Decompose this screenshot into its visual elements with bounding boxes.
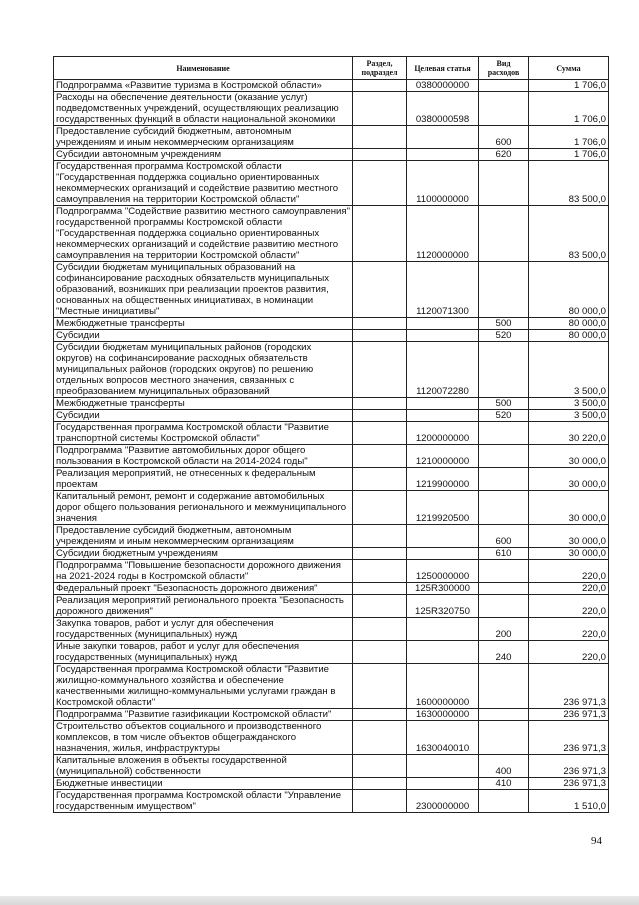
row-name: Федеральный проект "Безопасность дорожного движения" [54,583,353,595]
row-section [353,664,407,709]
table-row [54,709,609,721]
row-name: Расходы на обеспечение деятельности (оказание услуг) подведомственных учреждений, осуществляющих реализацию государственных функций в области национальной экономики [54,92,353,126]
row-amount: 83 500,0 [529,206,609,262]
row-target [407,548,479,560]
row-amount: 30 000,0 [529,445,609,468]
table-row [54,342,609,398]
table-row [54,149,609,161]
row-target: 1219920500 [407,491,479,525]
row-kind [479,422,529,445]
row-amount: 1 706,0 [529,92,609,126]
row-target [407,330,479,342]
header-kind: Вид расходов [479,57,529,80]
row-kind: 520 [479,410,529,422]
row-kind: 400 [479,755,529,778]
row-target: 1210000000 [407,445,479,468]
row-target: 1630040010 [407,721,479,755]
row-name: Субсидии [54,410,353,422]
row-section [353,790,407,813]
row-amount: 3 500,0 [529,398,609,410]
row-target [407,525,479,548]
table-row [54,80,609,92]
row-target: 1100000000 [407,161,479,206]
row-name: Предоставление субсидий бюджетным, автономным учреждениям и иным некоммерческим организациям [54,525,353,548]
row-target: 0380000598 [407,92,479,126]
row-amount: 83 500,0 [529,161,609,206]
row-kind: 200 [479,618,529,641]
row-section [353,618,407,641]
budget-table [53,56,609,813]
row-kind [479,206,529,262]
row-kind: 410 [479,778,529,790]
row-name: Субсидии [54,330,353,342]
table-row [54,778,609,790]
row-name: Реализация мероприятий регионального проекта "Безопасность дорожного движения" [54,595,353,618]
page-number: 94 [591,835,602,847]
header-amount: Сумма [529,57,609,80]
row-kind [479,262,529,318]
row-target: 1250000000 [407,560,479,583]
row-kind: 520 [479,330,529,342]
row-section [353,778,407,790]
row-amount: 30 000,0 [529,491,609,525]
row-kind [479,721,529,755]
row-amount: 30 220,0 [529,422,609,445]
row-name: Капитальный ремонт, ремонт и содержание автомобильных дорог общего пользования регионального и межмуниципального значения [54,491,353,525]
row-section [353,206,407,262]
table-row [54,525,609,548]
row-name: Государственная программа Костромской области "Государственная поддержка социально ориентированных некоммерческих организаций и содействие развитию местного самоуправления на территории Костромской области" [54,161,353,206]
row-target [407,618,479,641]
table-row [54,318,609,330]
table-row [54,595,609,618]
row-amount: 80 000,0 [529,318,609,330]
row-kind [479,595,529,618]
row-section [353,330,407,342]
row-section [353,318,407,330]
row-amount: 220,0 [529,583,609,595]
row-section [353,709,407,721]
row-amount: 220,0 [529,641,609,664]
row-amount: 220,0 [529,618,609,641]
row-name: Межбюджетные трансферты [54,318,353,330]
row-amount: 236 971,3 [529,721,609,755]
row-amount: 80 000,0 [529,262,609,318]
row-amount: 1 706,0 [529,149,609,161]
row-target: 1219900000 [407,468,479,491]
row-name: Подпрограмма «Развитие туризма в Костромской области» [54,80,353,92]
row-amount: 1 706,0 [529,80,609,92]
row-kind [479,491,529,525]
table-row [54,398,609,410]
row-name: Субсидии бюджетам муниципальных образований на софинансирование расходных обязательств муниципальных образований, возникших при реализации проектов развития, основанных на общественных инициативах, в номинации "Местные инициативы" [54,262,353,318]
table-row [54,468,609,491]
row-section [353,410,407,422]
row-amount: 30 000,0 [529,548,609,560]
row-name: Капитальные вложения в объекты государственной (муниципальной) собственности [54,755,353,778]
row-amount: 30 000,0 [529,525,609,548]
row-target: 1120000000 [407,206,479,262]
table-row [54,422,609,445]
row-kind [479,560,529,583]
table-header-row [54,57,609,80]
row-section [353,583,407,595]
row-amount: 30 000,0 [529,468,609,491]
row-target [407,410,479,422]
row-name: Реализация мероприятий, не отнесенных к федеральным проектам [54,468,353,491]
row-target: 2300000000 [407,790,479,813]
table-row [54,548,609,560]
row-kind: 240 [479,641,529,664]
row-kind: 600 [479,126,529,149]
table-row [54,92,609,126]
row-target: 1630000000 [407,709,479,721]
row-amount: 3 500,0 [529,410,609,422]
row-section [353,755,407,778]
row-name: Подпрограмма "Содействие развитию местного самоуправления" государственной программы Костромской области "Государственная поддержка социально ориентированных некоммерческих организаций и содействие развитию местного самоуправления на территории Костромской области" [54,206,353,262]
row-name: Межбюджетные трансферты [54,398,353,410]
row-kind [479,709,529,721]
row-amount: 1 510,0 [529,790,609,813]
row-section [353,92,407,126]
table-row [54,560,609,583]
row-name: Подпрограмма "Повышение безопасности дорожного движения на 2021-2024 годы в Костромской области" [54,560,353,583]
table-body [54,80,609,813]
row-amount: 236 971,3 [529,709,609,721]
row-section [353,595,407,618]
row-target [407,778,479,790]
row-kind [479,161,529,206]
row-target [407,149,479,161]
scan-bottom-edge [0,896,639,905]
row-kind: 500 [479,398,529,410]
row-section [353,262,407,318]
row-amount: 236 971,3 [529,664,609,709]
row-name: Закупка товаров, работ и услуг для обеспечения государственных (муниципальных) нужд [54,618,353,641]
row-name: Субсидии бюджетам муниципальных районов (городских округов) на софинансирование расходных обязательств муниципальных районов (городских округов) по решению отдельных вопросов местного значения, связанных с преобразованием муниципальных образований [54,342,353,398]
row-amount: 220,0 [529,595,609,618]
row-kind [479,468,529,491]
header-section: Раздел, подраздел [353,57,407,80]
row-kind [479,583,529,595]
row-target: 1600000000 [407,664,479,709]
row-kind [479,342,529,398]
table-row [54,262,609,318]
row-amount: 236 971,3 [529,778,609,790]
row-target: 1120072280 [407,342,479,398]
table-row [54,206,609,262]
table-row [54,583,609,595]
row-amount: 80 000,0 [529,330,609,342]
row-name: Государственная программа Костромской области "Развитие жилищно-коммунального хозяйства и обеспечение качественными жилищно-коммунальными услугами граждан в Костромской области" [54,664,353,709]
header-target: Целевая статья [407,57,479,80]
row-section [353,445,407,468]
row-section [353,491,407,525]
row-target: 1200000000 [407,422,479,445]
row-amount: 1 706,0 [529,126,609,149]
row-section [353,721,407,755]
row-section [353,422,407,445]
row-kind: 610 [479,548,529,560]
row-name: Субсидии бюджетным учреждениям [54,548,353,560]
row-section [353,149,407,161]
row-target [407,398,479,410]
row-name: Строительство объектов социального и производственного комплексов, в том числе объектов общегражданского назначения, жилья, инфраструктуры [54,721,353,755]
row-section [353,126,407,149]
row-section [353,161,407,206]
table-row [54,755,609,778]
row-target [407,126,479,149]
row-section [353,468,407,491]
row-name: Подпрограмма "Развитие автомобильных дорог общего пользования в Костромской области на 2014-2024 годы" [54,445,353,468]
row-name: Государственная программа Костромской области "Управление государственным имуществом" [54,790,353,813]
row-kind [479,790,529,813]
row-target: 1120071300 [407,262,479,318]
row-kind [479,445,529,468]
row-target: 125R320750 [407,595,479,618]
row-target: 125R300000 [407,583,479,595]
row-section [353,398,407,410]
table-row [54,491,609,525]
row-section [353,525,407,548]
row-section [353,548,407,560]
row-name: Подпрограмма "Развитие газификации Костромской области" [54,709,353,721]
header-name: Наименование [54,57,353,80]
row-kind [479,80,529,92]
table-row [54,641,609,664]
row-amount: 236 971,3 [529,755,609,778]
table-row [54,410,609,422]
row-kind [479,664,529,709]
table-row [54,790,609,813]
table-row [54,721,609,755]
row-section [353,560,407,583]
table-row [54,618,609,641]
row-target [407,318,479,330]
row-kind: 620 [479,149,529,161]
row-amount: 3 500,0 [529,342,609,398]
row-name: Предоставление субсидий бюджетным, автономным учреждениям и иным некоммерческим организациям [54,126,353,149]
row-kind [479,92,529,126]
row-name: Иные закупки товаров, работ и услуг для обеспечения государственных (муниципальных) нужд [54,641,353,664]
row-amount: 220,0 [529,560,609,583]
row-kind: 600 [479,525,529,548]
table-row [54,161,609,206]
table-row [54,126,609,149]
table-row [54,445,609,468]
row-name: Бюджетные инвестиции [54,778,353,790]
table-row [54,330,609,342]
row-kind: 500 [479,318,529,330]
row-target [407,641,479,664]
row-target: 0380000000 [407,80,479,92]
row-section [353,641,407,664]
row-name: Государственная программа Костромской области "Развитие транспортной системы Костромской области" [54,422,353,445]
row-section [353,342,407,398]
table-row [54,664,609,709]
row-section [353,80,407,92]
row-target [407,755,479,778]
row-name: Субсидии автономным учреждениям [54,149,353,161]
